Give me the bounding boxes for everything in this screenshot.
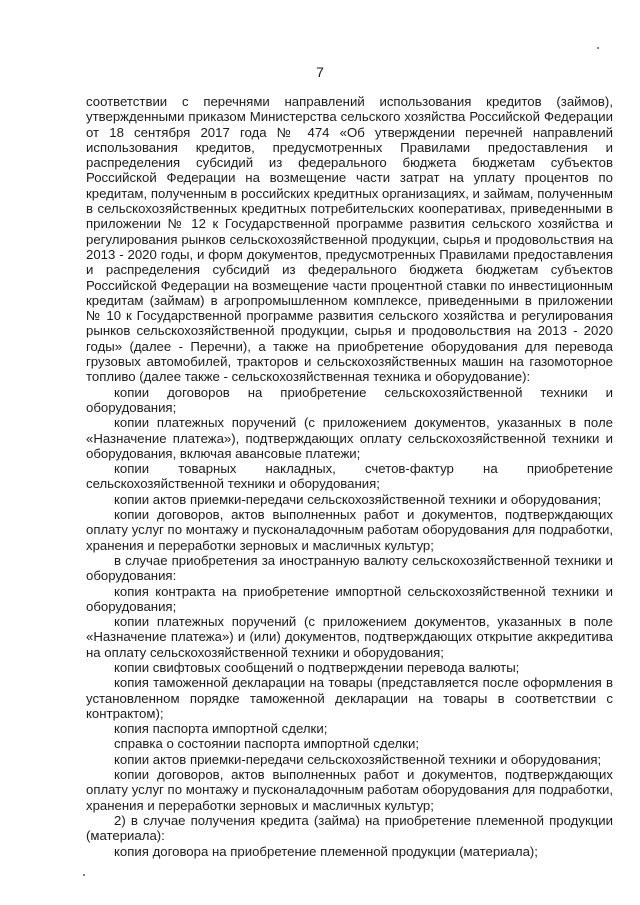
paragraph: копии свифтовых сообщений о подтверждении перевода валюты; [114, 659, 520, 675]
paragraph: копии договоров на приобретение сельскохозяйственной техники и оборудования; [86, 384, 613, 415]
paragraph: копия договора на приобретение племенной продукции (материала); [114, 843, 538, 859]
paragraph: копия паспорта импортной сделки; [114, 721, 328, 737]
paragraph: 2) в случае получения кредита (займа) на приобретение племенной продукции (материала): [86, 812, 613, 844]
paragraph: в случае приобретения за иностранную валюту сельскохозяйственной техники и оборудования: [86, 552, 613, 584]
paragraph: копия контракта на приобретение импортной сельскохозяйственной техники и оборудования; [86, 583, 613, 614]
paragraph: копия таможенной декларации на товары (представляется после оформления в установленном порядке таможенной декларации на товары в соответствии с контрактом); [86, 675, 613, 721]
paragraph: копии платежных поручений (с приложением документов, указанных в поле «Назначение платежа») и (или) документов, подтверждающих открытие аккредитива на оплату сельскохозяйственной техники и оборудования; [86, 614, 613, 660]
page-number: 7 [316, 64, 324, 80]
paragraph: копии договоров, актов выполненных работ и документов, подтверждающих оплату услуг по монтажу и пусконаладочным работам оборудования для подработки, хранения и переработки зерновых и масличных культур; [86, 767, 613, 813]
paragraph: копии платежных поручений (с приложением документов, указанных в поле «Назначение платежа»), подтверждающих оплату сельскохозяйственной техники и оборудования, включая авансовые платежи; [86, 415, 613, 461]
scan-speck [597, 47, 599, 49]
paragraph: копии договоров, актов выполненных работ и документов, подтверждающих оплату услуг по монтажу и пусконаладочным работам оборудования для подработки, хранения и переработки зерновых и масличных культур; [86, 507, 613, 553]
scan-speck [83, 874, 85, 876]
document-body [86, 94, 613, 859]
paragraph: соответствии с перечнями направлений использования кредитов (займов), утвержденными приказом Министерства сельского хозяйства Российской Федерации от 18 сентября 2017 года № 474 «Об утверждении перечней направлений использования кредитов, предусмотренных Правилами предоставления и распределения субсидий из федерального бюджета бюджетам субъектов Российской Федерации на возмещение части затрат на уплату процентов по кредитам, полученным в российских кредитных организациях, и займам, полученным в сельскохозяйственных кредитных потребительских кооперативах, приведенными в приложении № 12 к Государственной программе развития сельского хозяйства и регулирования рынков сельскохозяйственной продукции, сырья и продовольствия на 2013 - 2020 годы, и форм документов, предусмотренных Правилами предоставления и распределения субсидий из федерального бюджета бюджетам субъектов Российской Федерации на возмещение части процентной ставки по инвестиционным кредитам (займам) в агропромышленном комплексе, приведенными в приложении № 10 к Государственной программе развития сельского хозяйства и регулирования рынков сельскохозяйственной продукции, сырья и продовольствия на 2013 - 2020 годы» (далее - Перечни), а также на приобретение оборудования для перевода грузовых автомобилей, тракторов и сельскохозяйственных машин на газомоторное топливо (далее также - сельскохозяйственная техника и оборудование): [86, 94, 613, 385]
paragraph: копии актов приемки-передачи сельскохозяйственной техники и оборудования; [114, 751, 602, 767]
paragraph: копии товарных накладных, счетов-фактур на приобретение сельскохозяйственной техники и оборудования; [86, 461, 613, 492]
paragraph: справка о состоянии паспорта импортной сделки; [114, 736, 419, 752]
paragraph: копии актов приемки-передачи сельскохозяйственной техники и оборудования; [114, 491, 602, 507]
